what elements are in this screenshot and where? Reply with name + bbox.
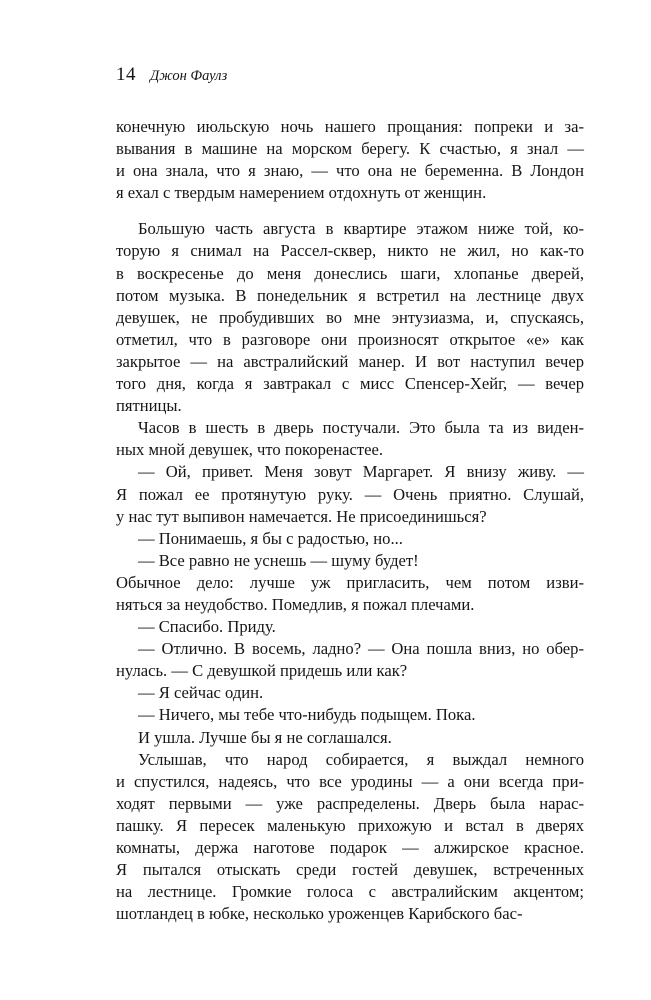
paragraph: [116, 682, 584, 704]
text-line: вывания в машине на морском берегу. К счастью, я знал —: [116, 139, 584, 159]
text-line: Услышав, что народ собирается, я выждал немного: [138, 749, 584, 769]
text-line: ных мной девушек, что покоренастее.: [116, 440, 383, 460]
text-line: торую я снимал на Рассел-сквер, никто не жил, но как-то: [116, 241, 584, 261]
paragraph: [116, 704, 584, 726]
text-line: пашку. Я пересек маленькую прихожую и встал в дверях: [116, 815, 584, 835]
text-line: и она знала, что я знаю, — что она не беременна. В Лондон: [116, 161, 584, 181]
text-line: я ехал с твердым намерением отдохнуть от женщин.: [116, 183, 487, 203]
paragraph: [116, 572, 584, 616]
running-head-author: Джон Фаулз: [150, 68, 228, 84]
text-line: Часов в шесть в дверь постучали. Это была та из виден-: [138, 418, 584, 438]
text-line: И ушла. Лучше бы я не соглашался.: [138, 727, 392, 747]
text-line: шотландец в юбке, несколько уроженцев Карибского бас-: [116, 904, 523, 924]
paragraph: [116, 727, 584, 749]
text-line: няться за неудобство. Помедлив, я пожал плечами.: [116, 594, 475, 614]
paragraph: [116, 749, 584, 926]
paragraph: [116, 116, 584, 204]
text-line: — Ничего, мы тебе что-нибудь подыщем. Пока.: [138, 705, 476, 725]
paragraph: [116, 616, 584, 638]
text-line: — Понимаешь, я бы с радостью, но...: [138, 528, 403, 548]
text-line: — Все равно не уснешь — шуму будет!: [138, 550, 419, 570]
text-line: у нас тут выпивон намечается. Не присоединишься?: [116, 506, 487, 526]
text-line: нулась. — С девушкой придешь или как?: [116, 661, 408, 681]
text-line: — Отлично. В восемь, ладно? — Она пошла вниз, но обер-: [138, 639, 584, 659]
text-line: девушек, не пробудивших во мне энтузиазма, и, спускаясь,: [116, 307, 584, 327]
text-line: — Я сейчас один.: [138, 683, 264, 703]
paragraph: [116, 417, 584, 461]
text-line: в воскресенье до меня донеслись шаги, хлопанье дверей,: [116, 263, 584, 283]
page-body: [116, 116, 584, 925]
text-line: Я пожал ее протянутую руку. — Очень приятно. Слушай,: [116, 484, 584, 504]
paragraph: [116, 528, 584, 550]
page-number: 14: [116, 64, 136, 85]
paragraph: [116, 638, 584, 682]
text-line: конечную июльскую ночь нашего прощания: попреки и за-: [116, 117, 584, 136]
text-line: того дня, когда я завтракал с мисс Спенсер-Хейг, — вечер: [116, 374, 584, 394]
text-line: на лестнице. Громкие голоса с австралийским акцентом;: [116, 882, 584, 902]
text-line: — Спасибо. Приду.: [138, 617, 276, 637]
text-line: Я пытался отыскать среди гостей девушек, встреченных: [116, 860, 584, 880]
text-line: комнаты, держа наготове подарок — алжирское красное.: [116, 838, 584, 857]
page-header: [116, 64, 227, 86]
paragraph: [116, 218, 584, 417]
text-line: и спустился, надеясь, что все уродины — а они всегда при-: [116, 771, 584, 791]
text-line: пятницы.: [116, 396, 182, 416]
paragraph: [116, 461, 584, 527]
text-line: Обычное дело: лучше уж пригласить, чем потом изви-: [116, 572, 584, 592]
text-line: — Ой, привет. Меня зовут Маргарет. Я внизу живу. —: [138, 462, 584, 482]
text-line: ходят первыми — уже распределены. Дверь была нарас-: [116, 793, 584, 813]
text-line: Большую часть августа в квартире этажом ниже той, ко-: [138, 219, 584, 239]
text-line: закрытое — на австралийский манер. И вот наступил вечер: [116, 351, 584, 371]
text-line: отметил, что в разговоре они произносят открытое «е» как: [116, 329, 584, 349]
text-line: потом музыка. В понедельник я встретил на лестнице двух: [116, 285, 584, 305]
paragraph: [116, 550, 584, 572]
